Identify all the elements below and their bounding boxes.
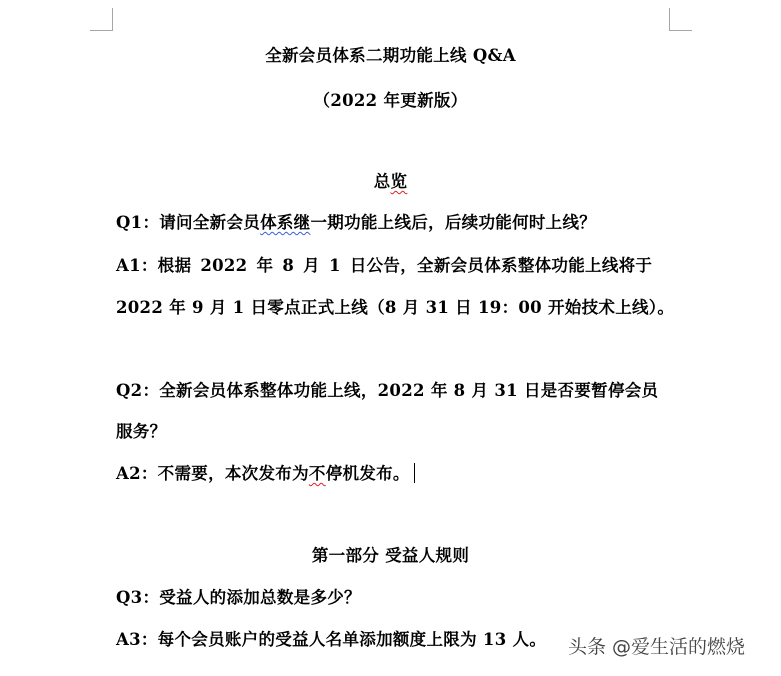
answer-2 bbox=[116, 460, 415, 484]
page-margin-corner-top-left bbox=[90, 8, 113, 31]
question-1 bbox=[116, 209, 596, 233]
document-subtitle: （2022 年更新版） bbox=[313, 91, 468, 110]
question-text: Q1：请问全新会员 bbox=[116, 213, 261, 232]
text-cursor bbox=[414, 463, 415, 483]
question-2-line-1: Q2：全新会员体系整体功能上线，2022 年 8 月 31 日是否要暂停会员 bbox=[116, 381, 659, 400]
answer-1-line-1: A1：根据 2022 年 8 月 1 日公告，全新会员体系整体功能上线将于 bbox=[116, 256, 653, 275]
spellcheck-underlined-text: 不 bbox=[308, 464, 326, 483]
section-heading-part-1: 第一部分 受益人规则 bbox=[311, 546, 470, 565]
question-text: 一期功能上线后，后续功能何时上线？ bbox=[310, 213, 597, 232]
question-3: Q3：受益人的添加总数是多少？ bbox=[116, 588, 361, 607]
answer-1-line-2: 2022 年 9 月 1 日零点正式上线（8 月 31 日 19：00 开始技术上线）。 bbox=[116, 298, 675, 317]
page-margin-corner-top-right bbox=[669, 8, 692, 31]
document-title: 全新会员体系二期功能上线 Q&A bbox=[265, 46, 516, 65]
watermark: 头条 @爱生活的燃烧 bbox=[568, 636, 746, 658]
grammar-underlined-text: 体系继 bbox=[260, 213, 311, 232]
section-heading-overview bbox=[0, 168, 781, 192]
question-2-line-2: 服务？ bbox=[116, 422, 167, 441]
answer-text: 停机发布。 bbox=[325, 464, 410, 483]
answer-text: A2：不需要，本次发布为 bbox=[116, 464, 309, 483]
answer-3: A3：每个会员账户的受益人名单添加额度上限为 13 人。 bbox=[116, 630, 547, 649]
heading-text: 总 bbox=[373, 172, 391, 191]
spellcheck-underlined-text: 览 bbox=[390, 172, 408, 191]
